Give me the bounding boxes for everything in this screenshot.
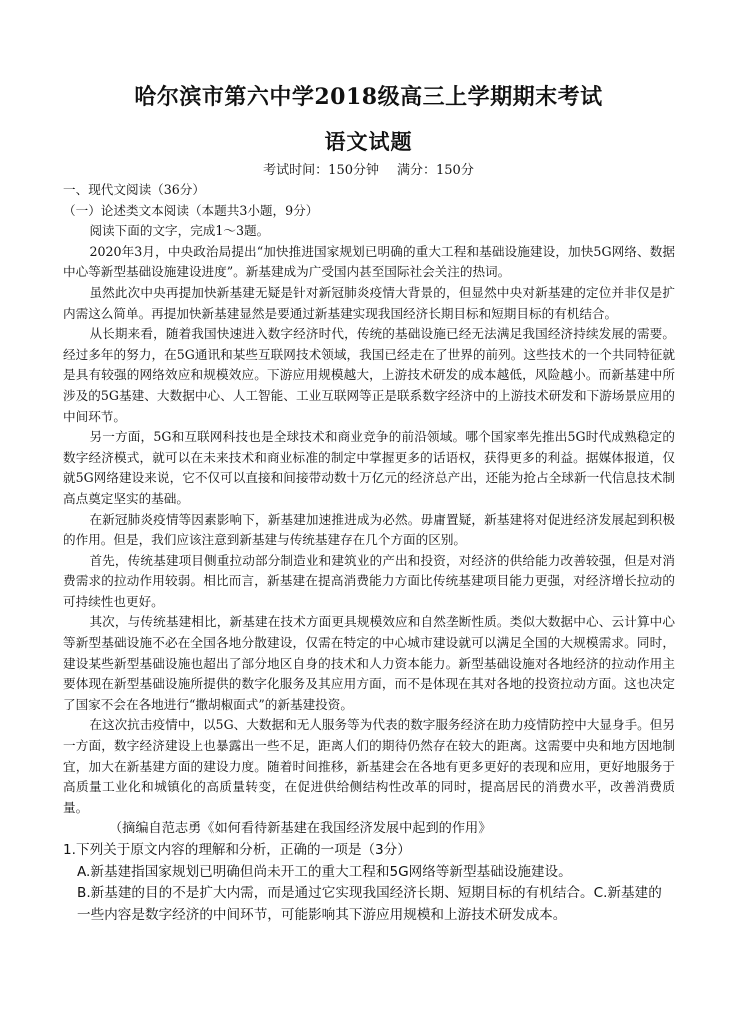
subject-title: 语文试题	[324, 129, 413, 154]
option-a: A.新基建指国家规划已明确但尚未开工的重大工程和5G网络等新型基础设施建设。	[77, 863, 572, 880]
reading-instruction: 阅读下面的文字，完成1～3题。	[89, 223, 270, 239]
passage-paragraph: 2020年3月，中央政治局提出“加快推进国家规划已明确的重大工程和基础设施建设，加快5G网络、数据中心等新型基础设施建设进度”。新基建成为广受国内甚至国际社会关注的热词。	[63, 243, 675, 280]
subsection-heading: （一）论述类文本阅读（本题共3小题，9分）	[63, 202, 319, 218]
passage-paragraph: 从长期来看，随着我国快速进入数字经济时代，传统的基础设施已经无法满足我国经济持续发展的需要。经过多年的努力，在5G通讯和某些互联网技术领域，我国已经走在了世界的前列。这些技术的一个共同特征就是具有较强的网络效应和规模效应。下游应用规模越大，上游技术研发的成本越低，风险越小。而新基建中所涉及的5G基建、大数据中心、人工智能、工业互联网等正是联系数字经济中的上游技术研发和下游场景应用的中间环节。	[63, 326, 675, 424]
question-stem: 1.下列关于原文内容的理解和分析，正确的一项是（3分）	[63, 842, 411, 859]
exam-time: 考试时间：150分钟	[263, 163, 379, 178]
passage-paragraph: 在新冠肺炎疫情等因素影响下，新基建加速推进成为必然。毋庸置疑，新基建将对促进经济发展起到积极的作用。但是，我们应该注意到新基建与传统基建存在几个方面的区别。	[63, 511, 675, 548]
exam-title: 哈尔滨市第六中学2018级高三上学期期末考试	[134, 84, 603, 110]
option-b-c: B.新基建的目的不是扩大内需，而是通过它实现我国经济长期、短期目标的有机结合。C.新基建的一些内容是数字经济的中间环节，可能影响其下游应用规模和上游技术研发成本。	[77, 885, 662, 923]
passage-source: （摘编自范志勇《如何看待新基建在我国经济发展中起到的作用》	[109, 821, 492, 837]
passage-paragraph: 首先，传统基建项目侧重拉动部分制造业和建筑业的产出和投资，对经济的供给能力改善较强，但是对消费需求的拉动作用较弱。相比而言，新基建在提高消费能力方面比传统基建项目能力更强，对经济增长拉动的可持续性也更好。	[63, 552, 675, 609]
passage-paragraph: 其次，与传统基建相比，新基建在技术方面更具规模效应和自然垄断性质。类似大数据中心、云计算中心等新型基础设施不必在全国各地分散建设，仅需在特定的中心城市建设就可以满足全国的大规模需求。同时，建设某些新型基础设施也超出了部分地区自身的技术和人力资本能力。新型基础设施对各地经济的拉动作用主要体现在新型基础设施所提供的数字化服务及其应用方面，而不是体现在其对各地的投资拉动方面。这也决定了国家不会在各地进行“撒胡椒面式”的新基建投资。	[63, 614, 675, 712]
passage-paragraph: 虽然此次中央再提加快新基建无疑是针对新冠肺炎疫情大背景的，但显然中央对新基建的定位并非仅是扩内需这么简单。再提加快新基建显然是要通过新基建实现我国经济长期目标和短期目标的有机结合。	[63, 284, 675, 321]
exam-body	[63, 180, 675, 926]
exam-meta	[0, 159, 737, 178]
passage-paragraph: 在这次抗击疫情中，以5G、大数据和无人服务等为代表的数字服务经济在助力疫情防控中大显身手。但另一方面，数字经济建设上也暴露出一些不足，距离人们的期待仍然存在较大的距离。这需要中央和地方因地制宜，加大在新基建方面的建设力度。随着时间推移，新基建会在各地有更多更好的表现和应用，更好地服务于高质量工业化和城镇化的高质量转变，在促进供给侧结构性改革的同时，提高居民的消费水平，改善消费质量。	[63, 717, 675, 815]
section-heading: 一、现代文阅读（36分）	[63, 182, 205, 197]
exam-score: 满分：150分	[397, 163, 474, 178]
passage-paragraph: 另一方面，5G和互联网科技也是全球技术和商业竞争的前沿领域。哪个国家率先推出5G时代成熟稳定的数字经济模式，就可以在未来技术和商业标准的制定中掌握更多的话语权，获得更多的利益。据媒体报道，仅就5G网络建设来说，它不仅可以直接和间接带动数十万亿元的经济总产出，还能为抢占全球新一代信息技术制高点奠定坚实的基础。	[63, 429, 675, 506]
